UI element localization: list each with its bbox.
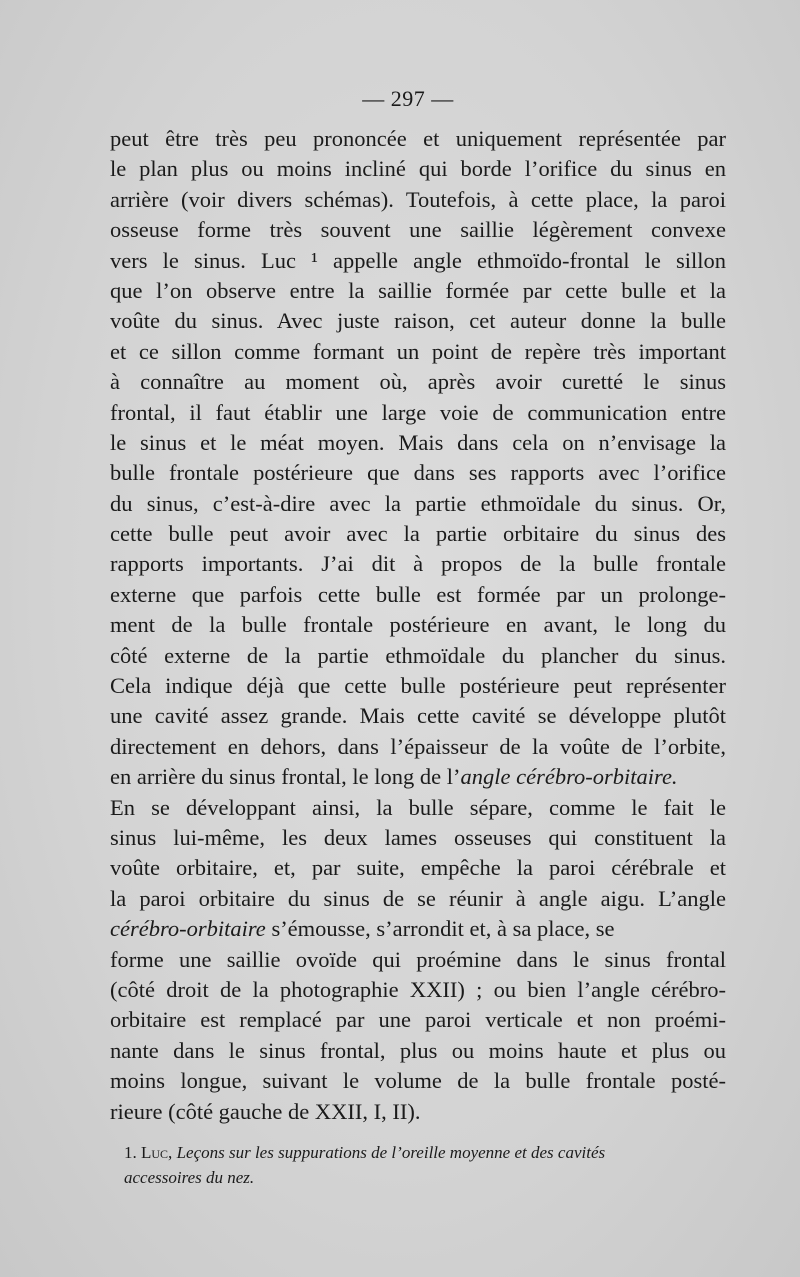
text-line: moins longue, suivant le volume de la bulle frontale posté- [110,1068,726,1094]
footnote-line [124,1140,728,1165]
footnote-number: 1. [124,1143,137,1162]
text-line: que l’on observe entre la saillie formée par cette bulle et la [110,277,726,303]
footnote-author: Luc, [141,1143,173,1162]
text-line: cette bulle peut avoir avec la partie orbitaire du sinus des [110,521,726,547]
text-line [110,762,726,792]
text-line: peut être très peu prononcée et uniquement représentée par [110,126,726,151]
text-line: forme une saillie ovoïde qui proémine dans le sinus frontal [110,946,726,972]
body-text [110,124,726,1127]
text-line: rapports importants. J’ai dit à propos de la bulle frontale [110,551,726,577]
text-line: nante dans le sinus frontal, plus ou moins haute et plus ou [110,1037,726,1063]
text-line: Cela indique déjà que cette bulle postérieure peut représenter [110,673,726,699]
text-line: et ce sillon comme formant un point de repère très important [110,338,726,364]
text-line: du sinus, c’est-à-dire avec la partie ethmoïdale du sinus. Or, [110,490,726,516]
text-line: En se développant ainsi, la bulle sépare, comme le fait le [110,794,726,820]
text-line: rieure (côté gauche de XXII, I, II). [110,1098,421,1124]
text-line: directement en dehors, dans l’épaisseur de la voûte de l’orbite, [110,733,726,759]
text-line: externe que parfois cette bulle est formée par un prolonge- [110,581,726,607]
text-line: voûte orbitaire, et, par suite, empêche la paroi cérébrale et [110,855,726,881]
text-line: sinus lui-même, les deux lames osseuses qui constituent la [110,824,726,850]
text-line: voûte du sinus. Avec juste raison, cet auteur donne la bulle [110,308,726,334]
text-line: osseuse forme très souvent une saillie légèrement convexe [110,217,726,243]
text-line: le plan plus ou moins incliné qui borde l’orifice du sinus en [110,156,726,182]
text-line: la paroi orbitaire du sinus de se réunir à angle aigu. L’angle [110,885,726,911]
text-line: le sinus et le méat moyen. Mais dans cela on n’envisage la [110,429,726,455]
italic-term: angle cérébro-orbitaire. [460,764,678,790]
text-line [110,914,726,944]
italic-term: cérébro-orbitaire [110,916,266,942]
footnote-title-continued: accessoires du nez. [124,1168,255,1187]
footnote-title: Leçons sur les suppurations de l’oreille moyenne et des cavités [176,1143,606,1162]
text-line: une cavité assez grande. Mais cette cavité se développe plutôt [110,703,726,729]
text-line: arrière (voir divers schémas). Toutefois, à cette place, la paroi [110,186,726,212]
text-segment: en arrière du sinus frontal, le long de l’ [110,764,461,790]
text-line: ment de la bulle frontale postérieure en avant, le long du [110,612,726,638]
text-line: frontal, il faut établir une large voie de communication entre [110,399,726,425]
page-number: — 297 — [362,86,454,111]
footnote [124,1140,728,1190]
text-segment: s’émousse, s’arrondit et, à sa place, se [265,916,615,942]
text-line: (côté droit de la photographie XXII) ; ou bien l’angle cérébro- [110,976,726,1002]
text-line: bulle frontale postérieure que dans ses rapports avec l’orifice [110,460,726,486]
text-line: côté externe de la partie ethmoïdale du plancher du sinus. [110,642,726,668]
text-line: à connaître au moment où, après avoir curetté le sinus [110,369,726,395]
text-line: orbitaire est remplacé par une paroi verticale et non proémi- [110,1007,726,1033]
text-line: vers le sinus. Luc ¹ appelle angle ethmoïdo-frontal le sillon [110,247,726,273]
footnote-line [124,1165,728,1190]
